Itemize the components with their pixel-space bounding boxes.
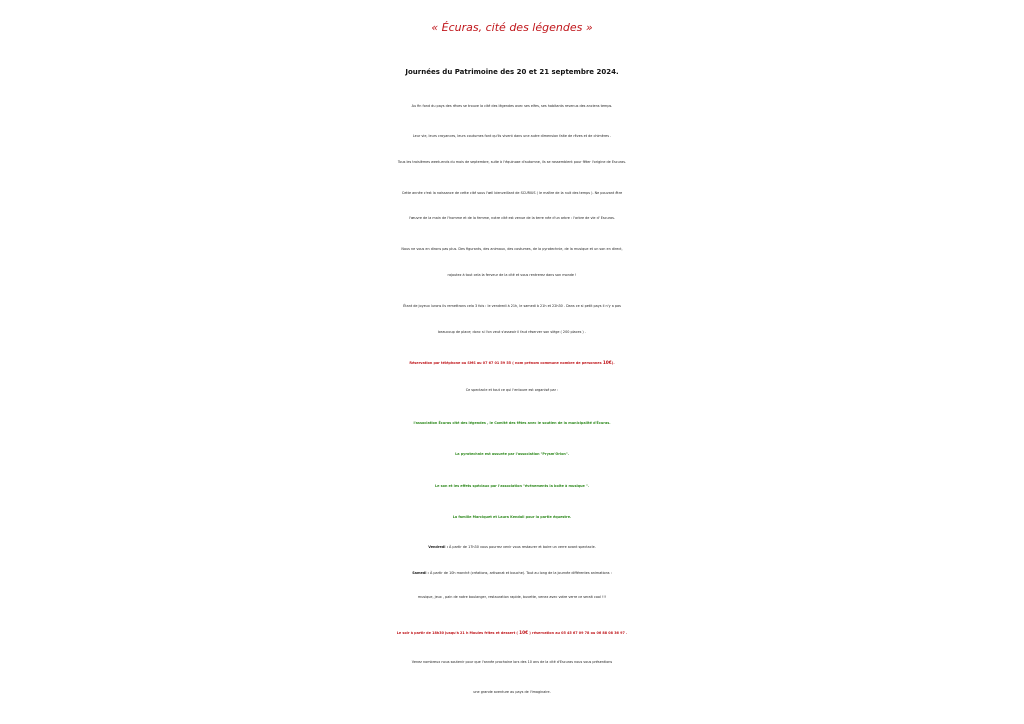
reservation-line	[0, 354, 1024, 373]
saturday-text: À partir de 10h marché (créations, artisanat et bouche). Tout au long de la journée différentes animations :	[428, 571, 612, 575]
closing-line-1: Venez nombreux nous soutenir pour que l'année prochaine lors des 10 ans de la cité d'Escuras nous vous présentions	[411, 660, 613, 664]
friday-label: Vendredi :	[428, 545, 448, 549]
evening-price: 10€	[519, 631, 529, 636]
paragraph-line-4: Cette année c'est la naissance de cette cité sous l'œil bienveillant de SCURIUS ( le maître de la nuit des temps ). Ne pouvant être	[401, 191, 623, 195]
reservation-text: Réservation par téléphone ou SMS au 07 67 01 59 55 ( nom prénom commune nombre de personnes	[409, 361, 603, 365]
organizer-line-3: Le son et les effets spéciaux par l'association "événements la boite à musique ".	[434, 484, 590, 488]
evening-end: ) réservation au 05 45 67 09 78 ou 06 88 08 36 97 .	[528, 631, 628, 635]
organizer-line-2: La pyrotechnie est assurée par l'association "Prysm'Orion".	[455, 452, 569, 456]
saturday-label: Samedi :	[412, 571, 429, 575]
saturday-schedule	[0, 564, 1024, 582]
reservation-end: ).	[611, 361, 615, 365]
reservation-price: 10€	[602, 361, 612, 366]
paragraph-line-1: Au fin fond du pays des rêves se trouve la cité des légendes avec ses elfes, ses habitants revenus des anciens temps.	[411, 104, 613, 108]
organizer-line-1: l'association Écuras cité des légendes , le Comité des fêtes avec le soutien de la municipalité d'Écuras.	[413, 421, 611, 425]
event-title: « Écuras, cité des légendes »	[431, 21, 593, 34]
organized-intro: Ce spectacle et tout ce qui l'entoure est organisé par :	[465, 388, 559, 392]
friday-text: À partir de 17h30 vous pourrez venir vous restaurer et boire un verre avant spectacle.	[447, 545, 596, 549]
paragraph-line-2: Leur vie, leurs croyances, leurs coutumes font qu'ils vivent dans une autre dimension faite de rêves et de chimères .	[412, 134, 612, 138]
paragraph-line-8: Étant de joyeux lurons ils remettrons cela 3 fois : le vendredi à 21h, le samedi à 21h et 22h30 . Dans ce si petit pays il n'y a pas	[403, 304, 621, 308]
paragraph-line-7: rajoutez à tout cela la ferveur de la cité et vous rentrerez dans son monde !	[447, 273, 577, 277]
event-subtitle: Journées du Patrimoine des 20 et 21 septembre 2024.	[405, 68, 619, 76]
saturday-schedule-cont: musique, jeux , pain de notre boulanger, restauration rapide, buvette, venez avec votre verre ce serait cool !!!	[417, 595, 607, 599]
friday-schedule	[0, 538, 1024, 556]
paragraph-line-9: beaucoup de place; donc si l'on veut s'asseoir il faut réserver son siège ( 200 places ) .	[438, 330, 586, 334]
organizer-line-4: La famille Marciquet et Laura Kendall pour la partie équestre.	[452, 515, 572, 519]
evening-line	[0, 624, 1024, 643]
paragraph-line-5: l'œuvre de la main de l'homme et de la femme, notre cité est venue de la terre née d'un arbre : l'arbre de vie d' Escuras.	[409, 216, 615, 220]
evening-text: Le soir à partir de 18h30 jusqu'à 21 h Moules frites et dessert (	[396, 631, 520, 635]
paragraph-line-6: Nous ne vous en dirons pas plus. Des figurants, des animaux, des costumes, de la pyrotechnie, de la musique et un son en direct,	[401, 247, 623, 251]
paragraph-line-3: Tous les troisièmes week-ends du mois de septembre, suite à l'équinoxe d'automne, ils se rassemblent pour fêter l'origine de Escuras.	[397, 160, 627, 164]
closing-line-2: une grande aventure au pays de l'imaginaire.	[473, 690, 551, 694]
